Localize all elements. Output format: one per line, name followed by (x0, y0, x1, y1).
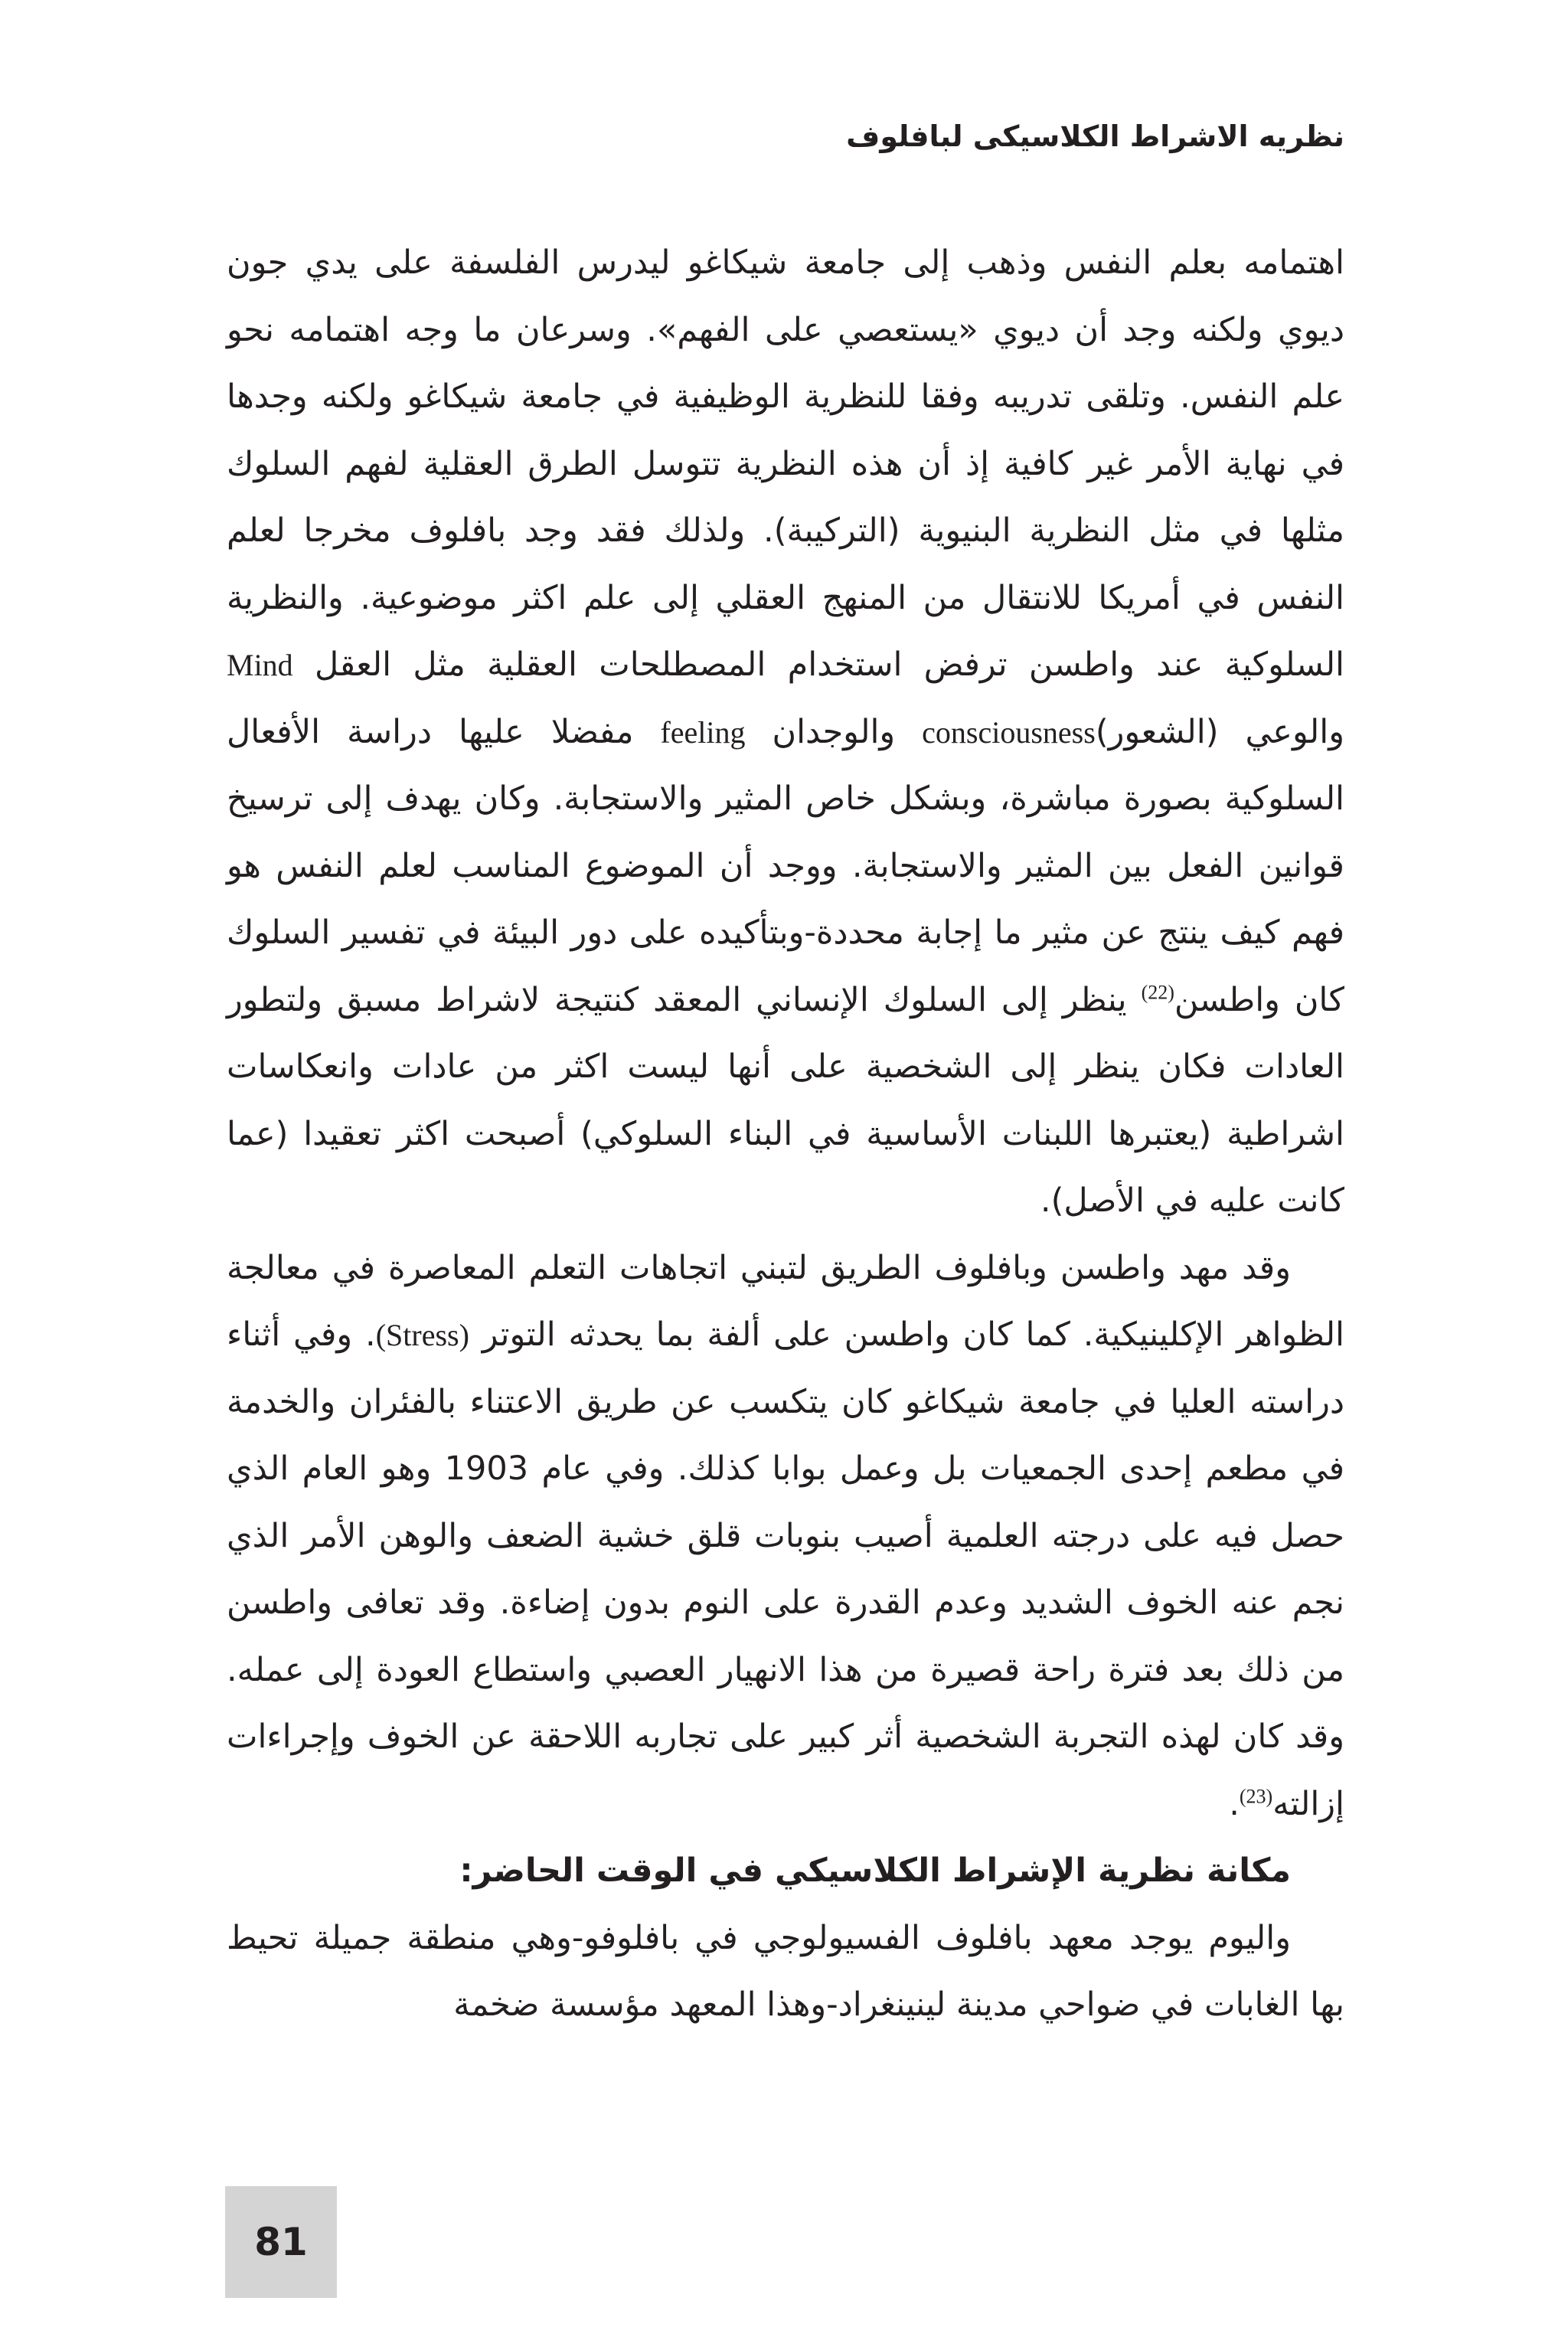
paragraph-1-part-3: والوجدان (772, 712, 896, 751)
page-number-box (225, 2186, 337, 2298)
footnote-ref-22[interactable]: (22) (1141, 981, 1174, 1004)
paragraph-2-part-2: . وفي أثناء دراسته العليا في جامعة شيكاغو كان يتكسب عن طريق الاعتناء بالفئران والخدمة في مطعم إحدى الجمعيات بل وعمل بوابا كذلك. وفي عام 1903 وهو العام الذي حصل فيه على درجته العلمية أصيب بنوبات قلق خشية الضعف والوهن الأمر الذي نجم عنه الخوف الشديد وعدم القدرة على النوم بدون إضاءة. وقد تعافى واطسن من ذلك بعد فترة راحة قصيرة من هذا الانهيار العصبي واستطاع العودة إلى عمله. وقد كان لهذه التجربة الشخصية أثر كبير على تجاربه اللاحقة عن الخوف وإجراءات إزالته (227, 1316, 1345, 1823)
term-mind: Mind (227, 648, 293, 682)
running-head: نظريه الاشراط الكلاسيكى لبافلوف (846, 119, 1344, 153)
footnote-ref-23[interactable]: (23) (1239, 1785, 1273, 1808)
paragraph-1-part-1: اهتمامه بعلم النفس وذهب إلى جامعة شيكاغو ليدرس الفلسفة على يدي جون ديوي ولكنه وجد أن ديوي «يستعصي على الفهم». وسرعان ما وجه اهتمامه نحو علم النفس. وتلقى تدريبه وفقا للنظرية الوظيفية في جامعة شيكاغو ولكنه وجدها في نهاية الأمر غير كافية إذ أن هذه النظرية تتوسل الطرق العقلية لفهم السلوك مثلها في مثل النظرية البنيوية (التركيبة). ولذلك فقد وجد بافلوف مخرجا لعلم النفس في أمريكا للانتقال من المنهج العقلي إلى علم اكثر موضوعية. والنظرية السلوكية عند واطسن ترفض استخدام المصطلحات العقلية مثل العقل (227, 243, 1344, 684)
page-number: 81 (254, 2220, 308, 2264)
paragraph-2-part-1: وقد مهد واطسن وبافلوف الطريق لتبني اتجاهات التعلم المعاصرة في معالجة الظواهر الإكلينيكية. كما كان واطسن على ألفة بما يحدثه التوتر (227, 1248, 1344, 1354)
paragraph-3: واليوم يوجد معهد بافلوف الفسيولوجي في بافلوفو-وهي منطقة جميلة تحيط بها الغابات في ضواحي مدينة لينينغراد-وهذا المعهد مؤسسة ضخمة (227, 1918, 1344, 2024)
paragraph-1 (227, 230, 1344, 1235)
paragraph-1-part-4: مفضلا عليها دراسة الأفعال السلوكية بصورة مباشرة، وبشكل خاص المثير والاستجابة. وكان يهدف إلى ترسيخ قوانين الفعل بين المثير والاستجابة. ووجد أن الموضوع المناسب لعلم النفس هو فهم كيف ينتج عن مثير ما إجابة محددة-وبتأكيده على دور البيئة في تفسير السلوك كان واطسن (227, 712, 1344, 1019)
term-stress: (Stress) (375, 1318, 469, 1352)
paragraph-2-part-3: . (1229, 1784, 1240, 1823)
paragraph-1-part-2: والوعي (الشعور) (1095, 712, 1344, 751)
paragraph-2 (227, 1235, 1344, 1838)
paragraph-1-part-5: ينظر إلى السلوك الإنساني المعقد كنتيجة لاشراط مسبق ولتطور العادات فكان ينظر إلى الشخصية على أنها ليست اكثر من عادات وانعكاسات اشراطية (يعتبرها اللبنات الأساسية في البناء السلوكي) أصبحت اكثر تعقيدا (عما كانت عليه في الأصل). (227, 980, 1344, 1220)
term-consciousness: consciousness (922, 714, 1096, 750)
body-text (227, 230, 1344, 2039)
term-feeling: feeling (660, 714, 746, 750)
section-heading: مكانة نظرية الإشراط الكلاسيكي في الوقت الحاضر: (459, 1852, 1291, 1890)
